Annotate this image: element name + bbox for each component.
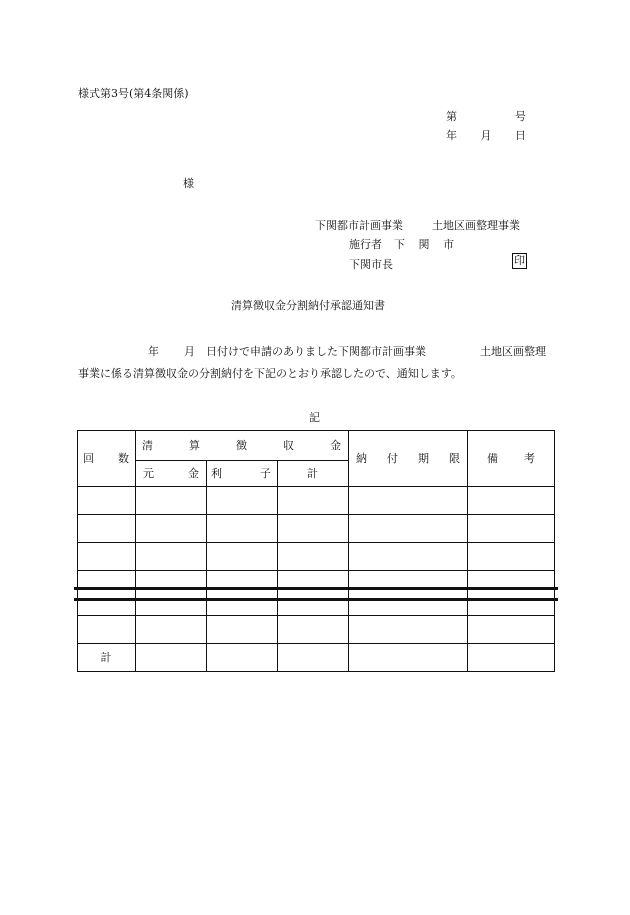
table-break-line-1 — [74, 587, 558, 590]
issuer-project: 下関都市計画事業 — [315, 219, 403, 232]
header-due-char-2: 付 — [387, 452, 398, 465]
issuer-executor-name — [394, 236, 454, 252]
header-group-char-5: 金 — [330, 439, 341, 452]
document-number-prefix: 第 — [446, 110, 457, 123]
body-line1: 日付けで申請のありました下関都市計画事業 — [206, 345, 426, 358]
recipient-suffix: 様 — [183, 177, 194, 190]
total-row-label — [77, 643, 135, 671]
header-interest — [211, 460, 271, 486]
executor-char-2: 関 — [418, 238, 430, 251]
header-count-char-1: 回 — [83, 452, 94, 465]
header-interest-char-2: 子 — [260, 467, 271, 480]
header-principal — [143, 460, 199, 486]
date-year: 年 — [446, 129, 457, 142]
date-month: 月 — [480, 129, 492, 142]
header-remarks-char-1: 備 — [487, 452, 498, 465]
header-count — [83, 430, 129, 486]
header-group-char-3: 徴 — [236, 439, 247, 452]
header-remarks-char-2: 考 — [524, 452, 535, 465]
header-principal-char-2: 金 — [188, 467, 199, 480]
issuer-executor-label: 施行者 — [349, 238, 382, 251]
header-interest-char-1: 利 — [211, 467, 222, 480]
issuer-mayor: 下関市長 — [349, 258, 393, 271]
header-due-char-1: 納 — [356, 452, 367, 465]
ki-heading: 記 — [309, 411, 320, 424]
document-title: 清算徴収金分割納付承認通知書 — [231, 299, 385, 312]
installment-table — [77, 430, 555, 672]
total-row-label-text: 計 — [100, 651, 112, 664]
executor-char-1: 下 — [394, 238, 405, 251]
header-subtotal — [277, 460, 348, 486]
executor-char-3: 市 — [443, 238, 454, 251]
body-month: 月 — [184, 345, 195, 358]
body-year: 年 — [148, 345, 159, 358]
document-number-suffix: 号 — [515, 110, 526, 123]
header-group-char-2: 算 — [189, 439, 200, 452]
form-number: 様式第3号(第4条関係) — [78, 87, 189, 100]
header-principal-char-1: 元 — [143, 467, 154, 480]
header-count-char-2: 数 — [118, 452, 129, 465]
table-break-line-2 — [74, 598, 558, 601]
seal-mark-text: 印 — [514, 254, 525, 267]
header-group-char-4: 収 — [283, 439, 294, 452]
body-line1-end: 土地区画整理 — [480, 345, 546, 358]
header-due-char-3: 期 — [418, 452, 429, 465]
header-subtotal-text: 計 — [307, 467, 318, 480]
body-line2: 事業に係る清算徴収金の分割納付を下記のとおり承認したので、通知します。 — [78, 367, 462, 380]
issuer-area-project: 土地区画整理事業 — [432, 219, 520, 232]
date-day: 日 — [515, 129, 526, 142]
header-remarks — [487, 430, 535, 486]
issue-date — [446, 127, 526, 143]
header-settlement-group — [142, 430, 341, 460]
document-number — [446, 108, 526, 124]
seal-mark — [512, 253, 527, 269]
header-group-char-1: 清 — [142, 439, 153, 452]
header-due-char-4: 限 — [449, 452, 460, 465]
header-due-date — [356, 430, 460, 486]
